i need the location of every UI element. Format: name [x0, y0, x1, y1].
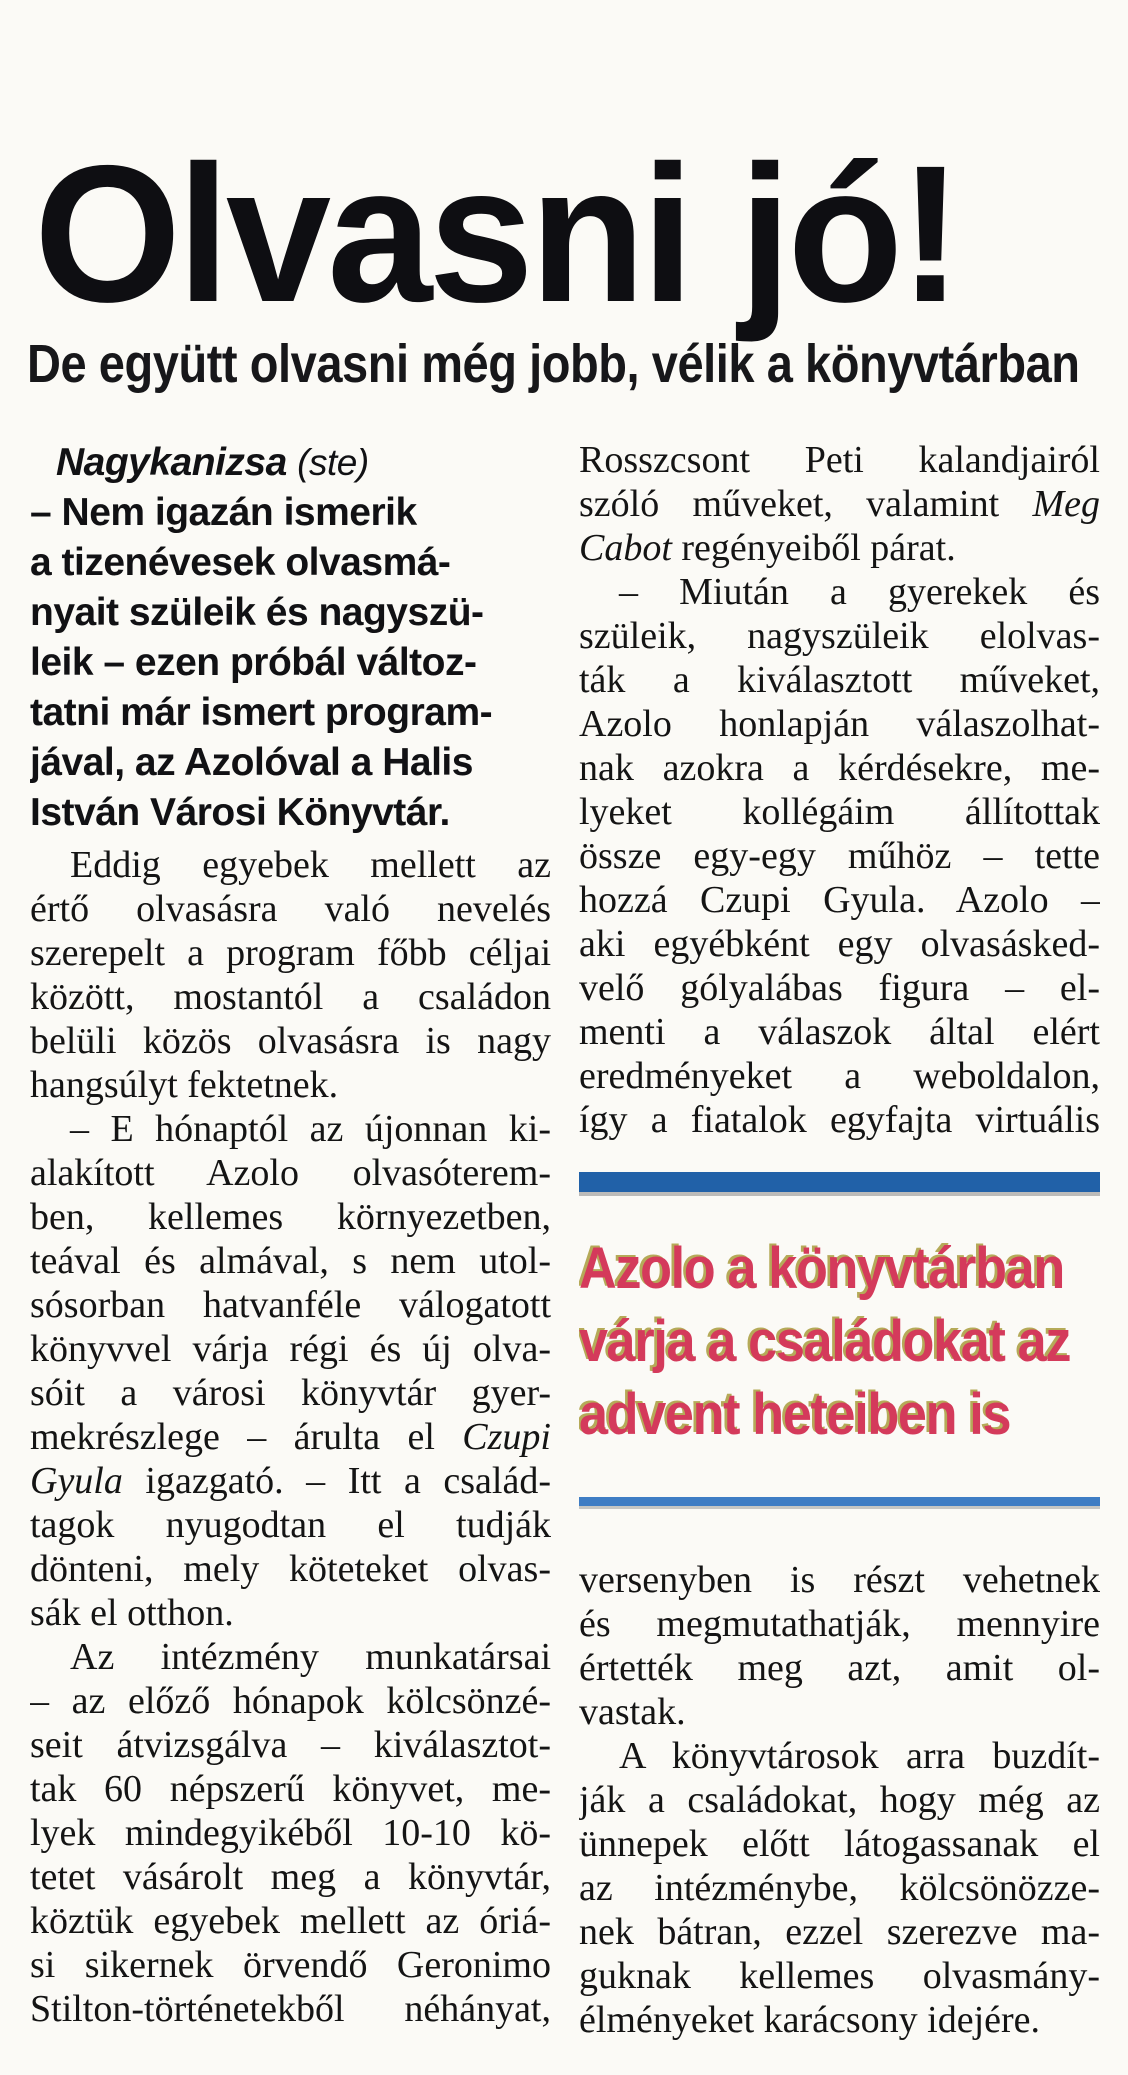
text-line: sóit a városi könyvtár gyer-: [30, 1372, 551, 1414]
text-line: lyeket kollégáim állítottak: [579, 791, 1100, 833]
paragraph: [579, 1734, 1100, 2042]
article-column-right: [579, 438, 1100, 2042]
text-line: így a fiatalok egyfajta virtuális: [579, 1099, 1100, 1141]
text-line: Stilton-történetekből néhányat,: [30, 1988, 551, 2030]
text-line: alakított Azolo olvasóterem-: [30, 1152, 551, 1194]
text-line: a tizenévesek olvasmá-: [30, 541, 451, 584]
text-line: tatni már ismert program-: [30, 691, 493, 734]
text-line: István Városi Könyvtár.: [30, 791, 450, 834]
text-line: – az előző hónapok kölcsönzé-: [30, 1680, 551, 1722]
text-line: lyek mindegyikéből 10-10 kö-: [30, 1812, 551, 1854]
text-line: között, mostantól a családon: [30, 976, 551, 1018]
text-line: Az intézmény munkatársai: [70, 1636, 551, 1678]
text-line: Azolo honlapján válaszolhat-: [579, 703, 1100, 745]
text-line: össze egy-egy műhöz – tette: [579, 835, 1100, 877]
article-subheadline: De együtt olvasni még jobb, vélik a könyvtárban: [27, 333, 1080, 394]
text-line: ták a kiválasztott műveket,: [579, 659, 1100, 701]
article-headline: Olvasni jó!: [34, 124, 959, 343]
text-line: nyait szüleik és nagyszü-: [30, 591, 484, 634]
text-line: teával és almával, s nem utol-: [30, 1240, 551, 1282]
text-line: és megmutathatják, mennyire: [579, 1603, 1100, 1645]
text-line: – E hónaptól az újonnan ki-: [70, 1108, 551, 1150]
text-line: guknak kellemes olvasmány-: [579, 1955, 1100, 1997]
text-line: értették meg azt, amit ol-: [579, 1647, 1100, 1689]
text-line: A könyvtárosok arra buzdít-: [619, 1735, 1100, 1777]
text-line: értő olvasásra való nevelés: [30, 888, 551, 930]
paragraph: [30, 1107, 551, 1635]
paragraph: [579, 438, 1100, 570]
text-line: belüli közös olvasásra is nagy: [30, 1020, 551, 1062]
text-line: vastak.: [579, 1691, 686, 1733]
text-line: versenyben is részt vehetnek: [579, 1559, 1100, 1601]
divider-rule-thin: [579, 1497, 1100, 1506]
text-line: könyvvel várja régi és új olva-: [30, 1328, 551, 1370]
text-line: jával, az Azolóval a Halis: [30, 741, 473, 784]
text-line: aki egyébként egy olvasásked-: [579, 923, 1100, 965]
text-line: velő gólyalábas figura – el-: [579, 967, 1100, 1009]
text-line: dönteni, mely köteteket olvas-: [30, 1548, 551, 1590]
text-line: Nagykanizsa (ste): [56, 441, 369, 484]
text-line: sák el otthon.: [30, 1592, 234, 1634]
text-line: várja a családokat az: [579, 1309, 1071, 1374]
paragraph: [30, 1635, 551, 2031]
paragraph: [30, 843, 551, 1107]
text-line: tetet vásárolt meg a könyvtár,: [30, 1856, 551, 1898]
article-column-left: [30, 438, 551, 2042]
text-line: mekrészlege – árulta el Czupi: [30, 1416, 551, 1458]
text-line: élményeket karácsony idejére.: [579, 1999, 1041, 2041]
text-line: tagok nyugodtan el tudják: [30, 1504, 551, 1546]
text-line: szóló műveket, valamint Meg: [579, 483, 1100, 525]
text-line: nak azokra a kérdésekre, me-: [579, 747, 1100, 789]
text-line: leik – ezen próbál változ-: [30, 641, 477, 684]
text-line: ben, kellemes környezetben,: [30, 1196, 551, 1238]
text-line: advent heteiben is: [579, 1382, 1011, 1447]
text-line: Cabot regényeiből párat.: [579, 527, 956, 569]
text-line: hozzá Czupi Gyula. Azolo –: [579, 879, 1100, 921]
paragraph: [579, 1558, 1100, 1734]
text-line: – Miután a gyerekek és: [619, 571, 1100, 613]
text-line: hangsúlyt fektetnek.: [30, 1064, 339, 1106]
text-line: Rosszcsont Peti kalandjairól: [579, 439, 1100, 481]
text-line: Azolo a könyvtárban: [579, 1236, 1064, 1301]
text-line: ünnepek előtt látogassanak el: [579, 1823, 1100, 1865]
text-line: – Nem igazán ismerik: [30, 491, 417, 534]
divider-rule-thick: [579, 1172, 1100, 1192]
text-line: ják a családokat, hogy még az: [579, 1779, 1100, 1821]
text-line: Eddig egyebek mellett az: [70, 844, 551, 886]
text-line: az intézménybe, kölcsönözze-: [579, 1867, 1100, 1909]
pull-quote: [579, 1232, 1100, 1451]
text-line: nek bátran, ezzel szerezve ma-: [579, 1911, 1100, 1953]
lead-paragraph: [30, 438, 551, 838]
text-line: sósorban hatvanféle válogatott: [30, 1284, 551, 1326]
text-line: si sikernek örvendő Geronimo: [30, 1944, 551, 1986]
text-line: szüleik, nagyszüleik elolvas-: [579, 615, 1100, 657]
paragraph: [579, 570, 1100, 1142]
text-line: Gyula igazgató. – Itt a család-: [30, 1460, 551, 1502]
article-body: [0, 438, 1128, 2042]
text-line: eredményeket a weboldalon,: [579, 1055, 1100, 1097]
text-line: szerepelt a program főbb céljai: [30, 932, 551, 974]
text-line: köztük egyebek mellett az óriá-: [30, 1900, 551, 1942]
text-line: menti a válaszok által elért: [579, 1011, 1100, 1053]
text-line: tak 60 népszerű könyvet, me-: [30, 1768, 551, 1810]
text-line: seit átvizsgálva – kiválasztot-: [30, 1724, 551, 1766]
